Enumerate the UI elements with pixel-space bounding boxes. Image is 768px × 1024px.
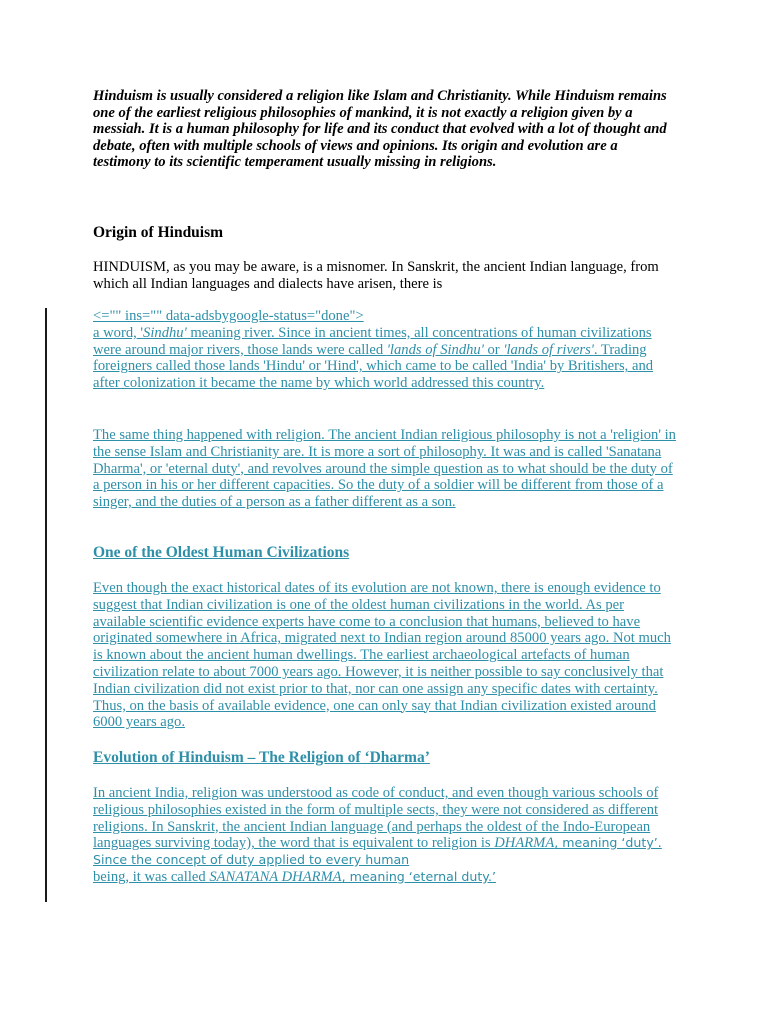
text-run-italic: 'lands of Sindhu' [386,341,484,358]
text-run: . Trading foreigners called those lands 'Hindu' or 'Hind', which came to be called 'India' by Britishers, and after colonization it became the name by which world addressed this country. [93,341,654,392]
evolution-paragraph[interactable] [93,785,678,886]
text-run: being, it was called [93,868,210,885]
text-run-italic: DHARMA [494,835,555,852]
origin-link-paragraph-1[interactable] [93,308,678,392]
origin-heading: Origin of Hinduism [93,224,224,241]
text-run: or [483,341,504,358]
intro-paragraph: Hinduism is usually considered a religion like Islam and Christianity. While Hinduism remains one of the earliest religious philosophies of mankind, it is not exactly a religion given by a messiah. It is a human philosophy for life and its conduct that evolved with a lot of thought and debate, often with multiple schools of views and opinions. Its origin and evolution are a testimony to its scientific temperament usually missing in religions. [93,88,667,171]
margin-change-bar [45,308,47,902]
ad-markup-artifact: <="" ins="" data-adsbygoogle-status="done"> [93,308,364,324]
text-run: , meaning ‘eternal duty.’ [341,868,496,884]
evolution-heading[interactable]: Evolution of Hinduism – The Religion of ‘Dharma’ [93,749,430,766]
text-run-italic: SANATANA DHARMA [209,868,342,885]
text-run: In ancient India, religion was understood as code of conduct, and even though various schools of religious philosophies existed in the form of multiple sects, they were not considered as different religions. In Sanskrit, the ancient Indian language (and perhaps the oldest of the Indo-European languages surviving today), the word that is equivalent to religion is [93,785,659,852]
origin-link-paragraph-2[interactable]: The same thing happened with religion. The ancient Indian religious philosophy is not a 'religion' in the sense Islam and Christianity are. It is more a sort of philosophy. It was and is called 'Sanatana Dharma', or 'eternal duty', and revolves around the simple question as to what should be the duty of a person in his or her different capacities. So the duty of a soldier will be different from those of a singer, and the duties of a person as a father different as a son. [93,427,676,511]
text-run: a word, ' [93,324,144,341]
text-run-italic: 'lands of rivers' [503,341,594,358]
oldest-civilizations-paragraph[interactable]: Even though the exact historical dates of its evolution are not known, there is enough evidence to suggest that Indian civilization is one of the oldest human civilizations in the world. As per available scientific evidence experts have come to a conclusion that humans, believed to have originated somewhere in Africa, migrated next to Indian region around 85000 years ago. Not much is known about the ancient human dwellings. The earliest archaeological artefacts of human civilization relate to about 7000 years ago. However, it is neither possible to say conclusively that Indian civilization did not exist prior to that, nor can one assign any specific dates with certainty. Thus, on the basis of available evidence, one can only say that Indian civilization existed around 6000 years ago. [93,580,671,731]
text-run: meaning river. Since in ancient times, all concentrations of human civilizations were around major rivers, those lands were called [93,324,652,358]
document-page [93,88,678,885]
origin-paragraph: HINDUISM, as you may be aware, is a misnomer. In Sanskrit, the ancient Indian language, from which all Indian languages and dialects have arisen, there is [93,259,659,292]
text-run-italic: Sindhu' [143,324,187,341]
text-run: , meaning ‘duty’. Since the concept of duty applied to every human [93,835,662,868]
oldest-civilizations-heading[interactable]: One of the Oldest Human Civilizations [93,544,350,561]
